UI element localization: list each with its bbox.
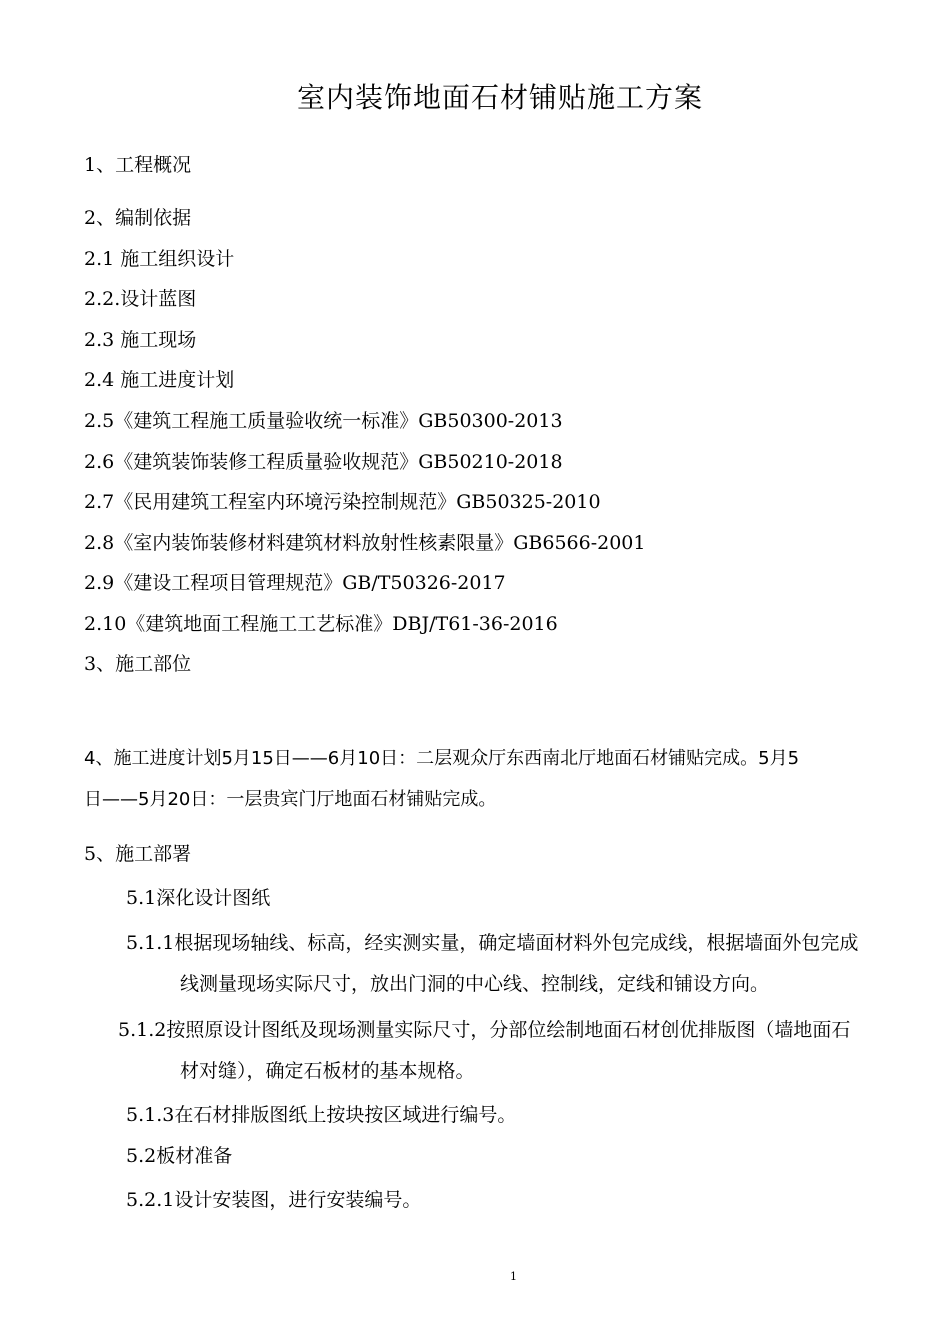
item-5-1-2-line-2: 材对缝），确定石板材的基本规格。 [180, 1060, 475, 1082]
list-item-2-3: 2.3 施工现场 [84, 329, 197, 351]
section-2-heading: 2、编制依据 [84, 207, 192, 229]
list-item-2-1: 2.1 施工组织设计 [84, 248, 235, 270]
section-1-heading: 1、工程概况 [84, 154, 192, 176]
list-item-2-10: 2.10《建筑地面工程施工工艺标准》DBJ/T61-36-2016 [84, 613, 558, 635]
section-4-line-1: 4、施工进度计划5月15日——6月10日：二层观众厅东西南北厅地面石材铺贴完成。5月5 [84, 748, 800, 769]
document-title: 室内装饰地面石材铺贴施工方案 [296, 81, 703, 114]
section-4-line-2: 日——5月20日：一层贵宾门厅地面石材铺贴完成。 [84, 789, 497, 810]
list-item-2-4: 2.4 施工进度计划 [84, 369, 235, 391]
list-item-2-5: 2.5《建筑工程施工质量验收统一标准》GB50300-2013 [84, 410, 563, 432]
item-5-1-2-line-1: 5.1.2按照原设计图纸及现场测量实际尺寸，分部位绘制地面石材创优排版图（墙地面石 [118, 1019, 851, 1041]
list-item-2-8: 2.8《室内装饰装修材料建筑材料放射性核素限量》GB6566-2001 [84, 532, 646, 554]
item-5-1-1-line-1: 5.1.1根据现场轴线、标高，经实测实量，确定墙面材料外包完成线，根据墙面外包完成 [126, 932, 859, 954]
list-item-2-2: 2.2.设计蓝图 [84, 288, 197, 310]
page-number: 1 [510, 1270, 517, 1283]
item-5-2-1: 5.2.1设计安装图，进行安装编号。 [126, 1189, 422, 1211]
item-5-1-1-line-2: 线测量现场实际尺寸，放出门洞的中心线、控制线，定线和铺设方向。 [180, 973, 770, 995]
subsection-5-1: 5.1深化设计图纸 [126, 887, 271, 909]
item-5-1-3: 5.1.3在石材排版图纸上按块按区域进行编号。 [126, 1104, 517, 1126]
section-5-heading: 5、施工部署 [84, 843, 192, 865]
list-item-2-6: 2.6《建筑装饰装修工程质量验收规范》GB50210-2018 [84, 451, 563, 473]
section-3-heading: 3、施工部位 [84, 653, 192, 675]
list-item-2-7: 2.7《民用建筑工程室内环境污染控制规范》GB50325-2010 [84, 491, 601, 513]
subsection-5-2: 5.2板材准备 [126, 1145, 233, 1167]
list-item-2-9: 2.9《建设工程项目管理规范》GB/T50326-2017 [84, 572, 506, 594]
